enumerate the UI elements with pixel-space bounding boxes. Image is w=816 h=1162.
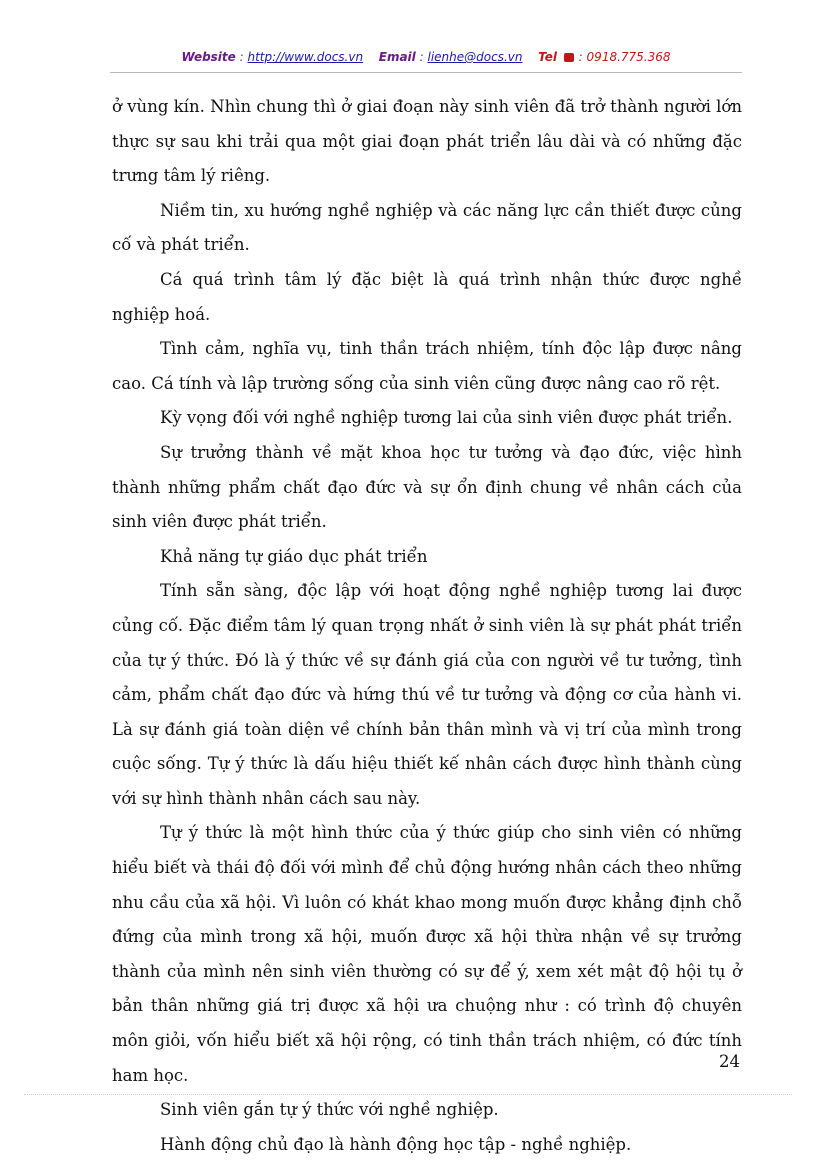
document-body bbox=[112, 90, 742, 1162]
page-header bbox=[110, 50, 742, 73]
website-separator: : bbox=[239, 50, 244, 64]
email-link[interactable]: lienhe@docs.vn bbox=[427, 50, 523, 64]
tel-label: Tel bbox=[538, 50, 558, 64]
page-number: 24 bbox=[719, 1052, 740, 1071]
email-separator: : bbox=[419, 50, 424, 64]
email-label: Email bbox=[378, 50, 416, 64]
paragraph-10: Sinh viên gắn tự ý thức với nghề nghiệp. bbox=[160, 1100, 499, 1120]
phone-number: 0918.775.368 bbox=[586, 50, 671, 64]
phone-icon bbox=[564, 53, 574, 62]
paragraph-7: Khả năng tự giáo dục phát triển bbox=[160, 546, 428, 566]
paragraph-4: Tình cảm, nghĩa vụ, tinh thần trách nhiệm, tính độc lập được nâng cao. Cá tính và lập trường sống của sinh viên cũng được nâng cao rõ rệt. bbox=[112, 339, 742, 393]
website-label: Website bbox=[181, 50, 236, 64]
paragraph-8: Tính sẵn sàng, độc lập với hoạt động nghề nghiệp tương lai được củng cố. Đặc điểm tâm lý quan trọng nhất ở sinh viên là sự phát phát triển của tự ý thức. Đó là ý thức về sự đánh giá của con người về tư tưởng, tình cảm, phẩm chất đạo đức và hứng thú về tư tưởng và động cơ của hành vi. Là sự đánh giá toàn diện về chính bản thân mình và vị trí của mình trong cuộc sống. Tự ý thức là dấu hiệu thiết kế nhân cách được hình thành cùng với sự hình thành nhân cách sau này. bbox=[112, 581, 742, 808]
paragraph-11: Hành động chủ đạo là hành động học tập - nghề nghiệp. bbox=[160, 1134, 632, 1154]
website-link[interactable]: http://www.docs.vn bbox=[247, 50, 364, 64]
tel-separator: : bbox=[578, 50, 583, 64]
paragraph-3: Cá quá trình tâm lý đặc biệt là quá trình nhận thức được nghề nghiệp hoá. bbox=[112, 269, 742, 324]
paragraph-6: Sự trưởng thành về mặt khoa học tư tưởng và đạo đức, việc hình thành những phẩm chất đạo đức và sự ổn định chung về nhân cách của sinh viên được phát triển. bbox=[112, 442, 742, 532]
paragraph-9: Tự ý thức là một hình thức của ý thức giúp cho sinh viên có những hiểu biết và thái độ đối với mình để chủ động hướng nhân cách theo những nhu cầu của xã hội. Vì luôn có khát khao mong muốn được khẳng định chỗ đứng của mình trong xã hội, muốn được xã hội thừa nhận về sự trưởng thành của mình nên sinh viên thường có sự để ý, xem xét mật độ hội tụ ở bản thân những giá trị được xã hội ưa chuộng như : có trình độ chuyên môn giỏi, vốn hiểu biết xã hội rộng, có tinh thần trách nhiệm, có đức tính ham học. bbox=[112, 823, 742, 1085]
paragraph-2: Niềm tin, xu hướng nghề nghiệp và các năng lực cần thiết được củng cố và phát triển. bbox=[112, 200, 742, 255]
paragraph-5: Kỳ vọng đối với nghề nghiệp tương lai của sinh viên được phát triển. bbox=[160, 408, 733, 428]
paragraph-1: ở vùng kín. Nhìn chung thì ở giai đoạn này sinh viên đã trở thành người lớn thực sự sau khi trải qua một giai đoạn phát triển lâu dài và có những đặc trưng tâm lý riêng. bbox=[112, 97, 742, 186]
footer-divider bbox=[24, 1094, 792, 1095]
